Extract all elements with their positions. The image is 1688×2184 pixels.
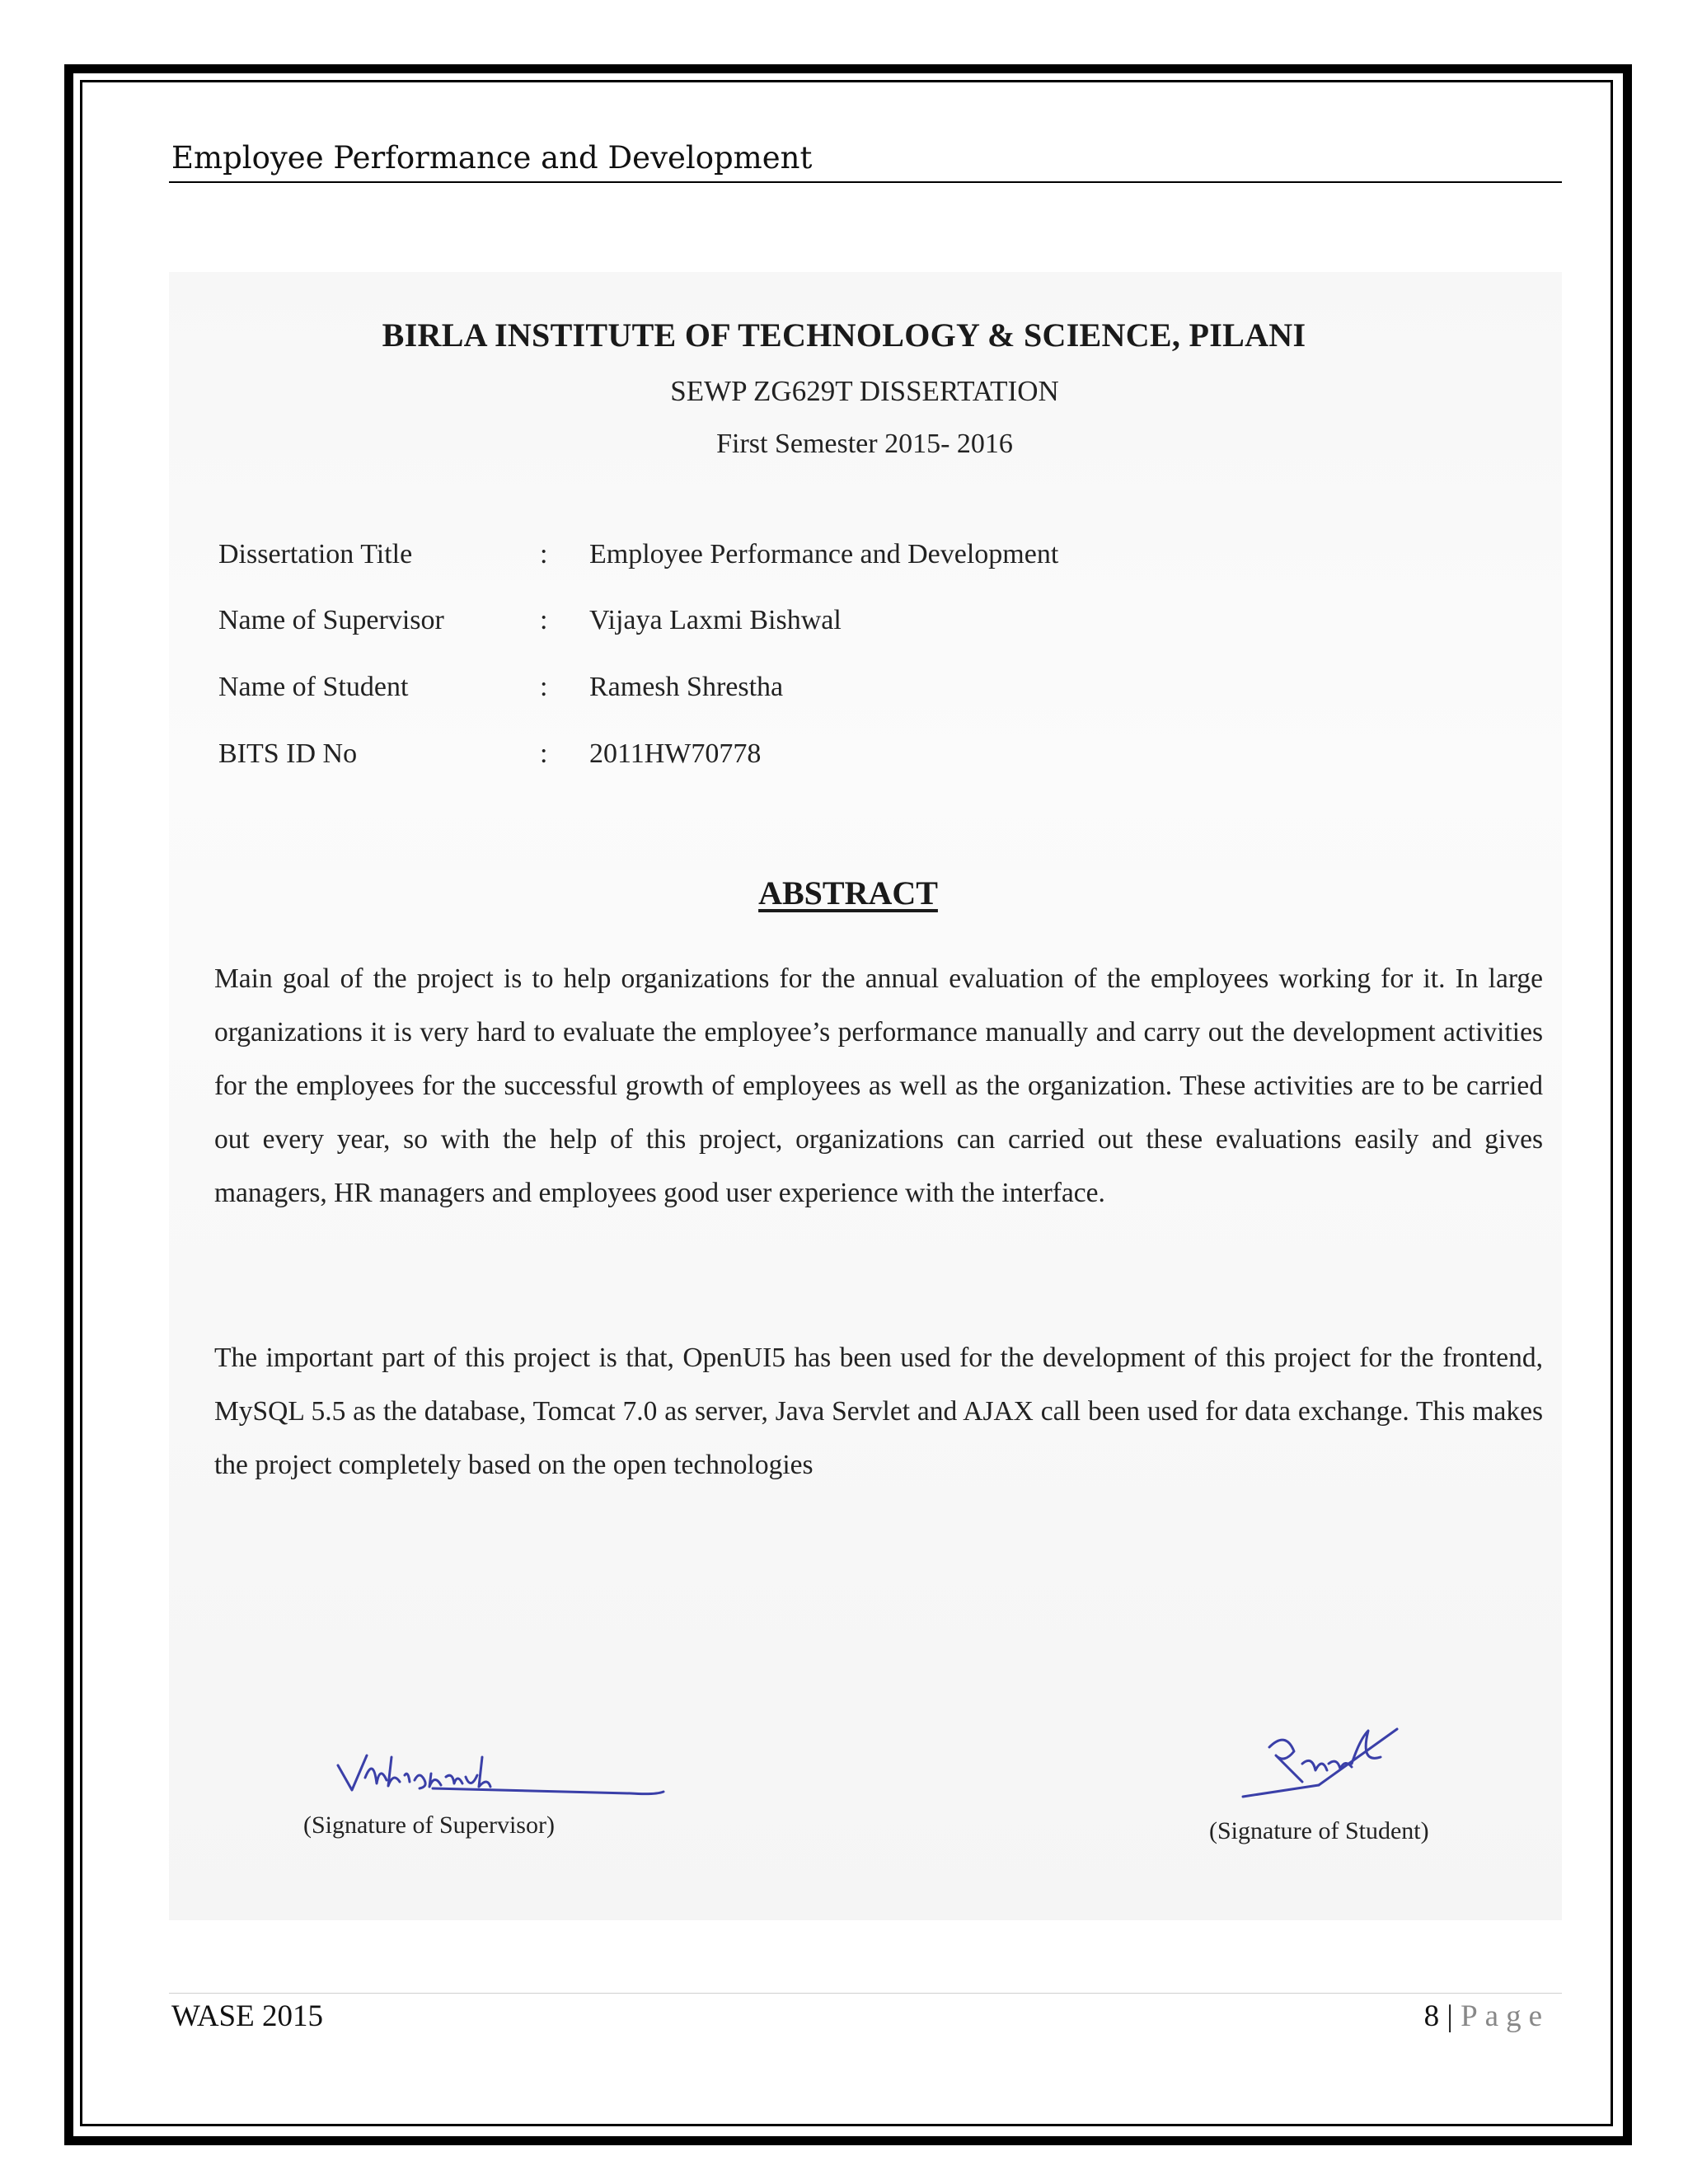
detail-value: Vijaya Laxmi Bishwal (589, 605, 842, 635)
institution-name: BIRLA INSTITUTE OF TECHNOLOGY & SCIENCE, PILANI (382, 316, 1306, 354)
page-number: 8 (1423, 1999, 1440, 2033)
supervisor-signature-caption: (Signature of Supervisor) (303, 1811, 555, 1839)
semester: First Semester 2015- 2016 (716, 429, 1013, 459)
course-code: SEWP ZG629T DISSERTATION (670, 375, 1059, 407)
student-signature (1236, 1706, 1418, 1805)
detail-colon: : (540, 539, 548, 569)
detail-colon: : (540, 605, 548, 635)
detail-row-supervisor (218, 605, 1207, 644)
footer-page-indicator (1424, 1999, 1550, 2034)
footer-separator: | (1447, 1999, 1453, 2033)
student-signature-caption: (Signature of Student) (1209, 1817, 1429, 1844)
footer-left-text: WASE 2015 (171, 1999, 323, 2033)
detail-colon: : (540, 672, 548, 702)
detail-value: Ramesh Shrestha (589, 672, 784, 702)
detail-row-bits-id (218, 738, 1207, 778)
running-header: Employee Performance and Development (171, 140, 813, 176)
header-rule (169, 181, 1562, 183)
detail-label: Name of Student (218, 672, 409, 702)
detail-row-student (218, 672, 1207, 711)
page-word: Page (1461, 1999, 1550, 2033)
detail-value: Employee Performance and Development (589, 539, 1059, 569)
detail-label: Dissertation Title (218, 539, 413, 569)
detail-row-title (218, 539, 1207, 579)
detail-value: 2011HW70778 (589, 738, 762, 769)
footer-rule (169, 1993, 1562, 1994)
abstract-paragraph-1: Main goal of the project is to help organizations for the annual evaluation of the employees working for it. In large organizations it is very hard to evaluate the employee’s performance manually and carry out the development activities for the employees for the successful growth of employees as well as the organization. These activities are to be carried out every year, so with the help of this project, organizations can carried out these evaluations easily and gives managers, HR managers and employees good user experience with the interface. (214, 963, 1543, 1208)
detail-label: BITS ID No (218, 738, 358, 769)
supervisor-signature (334, 1741, 680, 1807)
detail-label: Name of Supervisor (218, 605, 444, 635)
detail-colon: : (540, 738, 548, 769)
abstract-heading: ABSTRACT (758, 874, 938, 912)
abstract-paragraph-2: The important part of this project is that, OpenUI5 has been used for the development of this project for the frontend, MySQL 5.5 as the database, Tomcat 7.0 as server, Java Servlet and AJAX call been used for data exchange. This makes the project completely based on the open technologies (214, 1343, 1543, 1480)
